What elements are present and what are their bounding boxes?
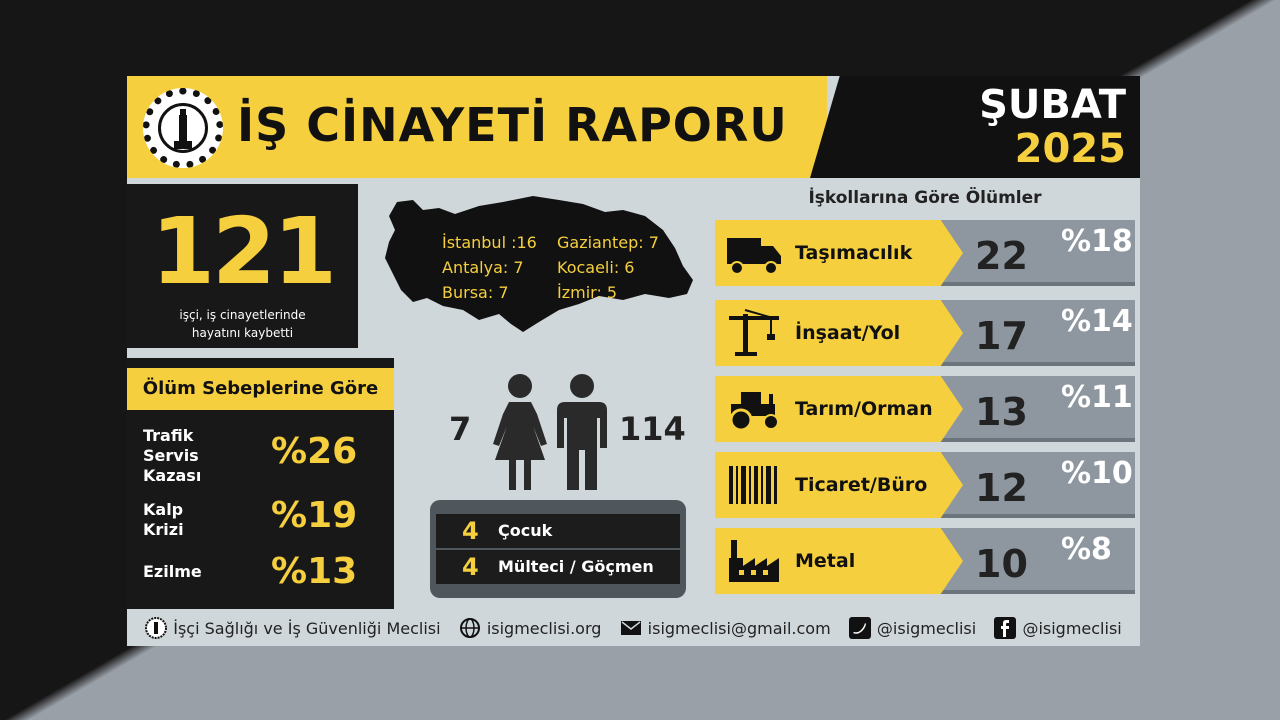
extra-stats-box xyxy=(430,500,686,598)
crane-icon xyxy=(725,308,783,358)
cause-percent: %26 xyxy=(271,431,358,472)
report-month: ŞUBAT xyxy=(979,82,1126,128)
male-icon xyxy=(555,374,609,492)
footer-twitter[interactable]: @isigmeclisi xyxy=(849,617,976,639)
cause-label: Kalp Krizi xyxy=(143,500,184,539)
twitter-icon xyxy=(849,617,871,639)
factory-icon xyxy=(725,536,783,586)
cause-percent: %13 xyxy=(271,551,358,592)
sector-percent: %10 xyxy=(1061,456,1133,491)
sector-count: 12 xyxy=(975,466,1028,510)
globe-icon xyxy=(459,617,481,639)
sector-count: 10 xyxy=(975,542,1028,586)
sector-count: 22 xyxy=(975,234,1028,278)
sector-name: Ticaret/Büro xyxy=(795,474,928,496)
total-deaths-number: 121 xyxy=(150,198,335,305)
footer-website[interactable]: isigmeclisi.org xyxy=(459,617,602,639)
city-stat: İstanbul :16 xyxy=(442,233,537,252)
sector-count: 13 xyxy=(975,390,1028,434)
sector-name: Tarım/Orman xyxy=(795,398,933,420)
report-year: 2025 xyxy=(1014,126,1126,172)
extra-stat-number: 4 xyxy=(462,517,479,545)
sector-row xyxy=(715,300,1135,366)
extra-stat-number: 4 xyxy=(462,553,479,581)
barcode-icon xyxy=(725,460,783,510)
sector-percent: %8 xyxy=(1061,532,1112,567)
sector-name: İnşaat/Yol xyxy=(795,322,901,344)
city-stat: Kocaeli: 6 xyxy=(557,258,635,277)
sector-percent: %14 xyxy=(1061,304,1133,339)
cause-percent: %19 xyxy=(271,495,358,536)
organization-logo xyxy=(143,88,223,168)
sectors-heading: İşkollarına Göre Ölümler xyxy=(808,188,1042,208)
causes-heading: Ölüm Sebeplerine Göre xyxy=(127,368,394,410)
report-card xyxy=(127,76,1140,646)
sector-percent: %11 xyxy=(1061,380,1133,415)
male-count: 114 xyxy=(619,410,686,448)
total-deaths-box xyxy=(127,184,358,348)
report-title: İŞ CİNAYETİ RAPORU xyxy=(237,98,788,152)
truck-icon xyxy=(725,228,783,278)
extra-stat-row xyxy=(436,514,680,548)
city-stat: Bursa: 7 xyxy=(442,283,509,302)
footer-facebook[interactable]: @isigmeclisi xyxy=(994,617,1121,639)
sector-row xyxy=(715,528,1135,594)
sector-percent: %18 xyxy=(1061,224,1133,259)
city-stat: Gaziantep: 7 xyxy=(557,233,659,252)
extra-stat-label: Mülteci / Göçmen xyxy=(498,557,654,576)
total-deaths-caption: işçi, iş cinayetlerinde hayatını kaybetti xyxy=(179,308,306,340)
turkey-map xyxy=(383,186,695,338)
sector-name: Metal xyxy=(795,550,856,572)
cause-item xyxy=(127,426,394,486)
sector-row xyxy=(715,220,1135,286)
causes-panel xyxy=(127,358,394,609)
organization-logo-icon xyxy=(145,617,167,639)
tractor-icon xyxy=(725,384,783,434)
female-count: 7 xyxy=(449,410,472,448)
cause-label: Trafik Servis Kazası xyxy=(143,426,202,485)
facebook-icon xyxy=(994,617,1016,639)
mail-icon xyxy=(620,617,642,639)
city-stat: İzmir: 5 xyxy=(557,283,618,302)
cause-label: Ezilme xyxy=(143,562,202,581)
extra-stat-row xyxy=(436,550,680,584)
sector-name: Taşımacılık xyxy=(795,242,913,264)
female-icon xyxy=(493,374,547,492)
footer xyxy=(127,610,1140,646)
footer-org: İşçi Sağlığı ve İş Güvenliği Meclisi xyxy=(145,617,440,639)
extra-stat-label: Çocuk xyxy=(498,521,553,540)
sector-row xyxy=(715,452,1135,518)
sector-row xyxy=(715,376,1135,442)
sector-count: 17 xyxy=(975,314,1028,358)
city-stat: Antalya: 7 xyxy=(442,258,524,277)
footer-email[interactable]: isigmeclisi@gmail.com xyxy=(620,617,831,639)
